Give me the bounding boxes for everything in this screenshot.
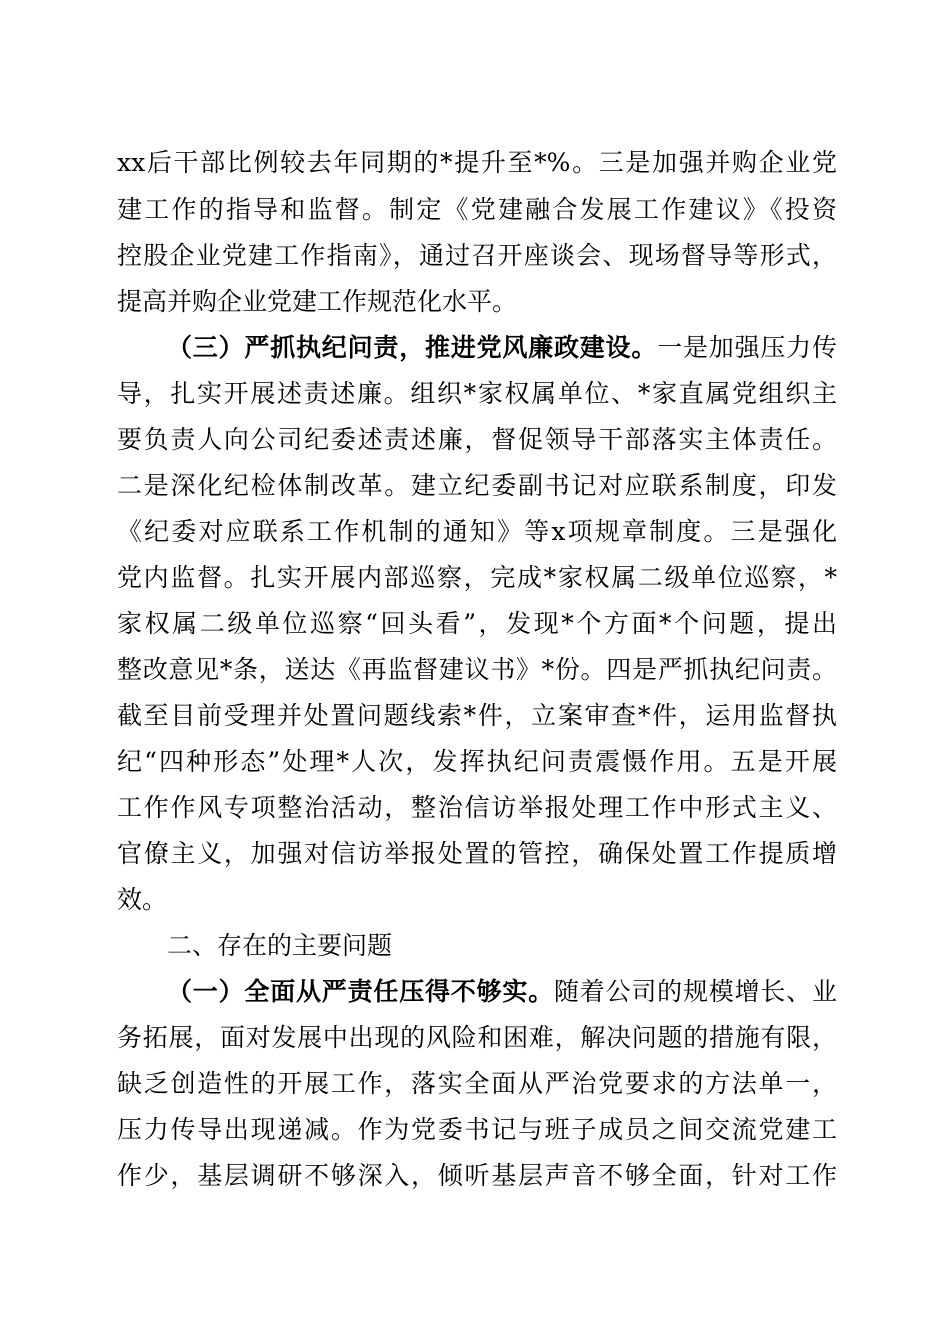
paragraph-1-line-2: 建工作的指导和监督。制定《党建融合发展工作建议》《投资 <box>117 195 837 224</box>
paragraph-3-line-1 <box>167 972 837 1012</box>
paragraph-2-line-1-rest: 一是加强压力传 <box>657 333 837 362</box>
paragraph-1-line-1: xx后干部比例较去年同期的*提升至*%。三是加强并购企业党 <box>117 148 837 177</box>
paragraph-2-line-12: 官僚主义，加强对信访举报处置的管控，确保处置工作提质增 <box>117 839 837 868</box>
paragraph-3-line-4: 压力传导出现递减。作为党委书记与班子成员之间交流党建工 <box>117 1115 837 1144</box>
paragraph-3-lead-bold: （一）全面从严责任压得不够实。 <box>167 977 554 1006</box>
paragraph-1-line-4: 提高并购企业党建工作规范化水平。 <box>117 287 518 316</box>
paragraph-2-line-3: 要负责人向公司纪委述责述廉，督促领导干部落实主体责任。 <box>117 425 837 454</box>
paragraph-2-line-4: 二是深化纪检体制改革。建立纪委副书记对应联系制度，印发 <box>117 471 837 500</box>
paragraph-1-line-3: 控股企业党建工作指南》，通过召开座谈会、现场督导等形式， <box>117 241 837 270</box>
paragraph-2-line-1 <box>167 328 837 368</box>
paragraph-2-line-8: 整改意见*条，送达《再监督建议书》*份。四是严抓执纪问责。 <box>117 655 837 684</box>
paragraph-3-line-3: 缺乏创造性的开展工作，落实全面从严治党要求的方法单一， <box>117 1069 837 1098</box>
paragraph-2-line-2: 导，扎实开展述责述廉。组织*家权属单位、*家直属党组织主 <box>117 379 837 408</box>
paragraph-2-line-5: 《纪委对应联系工作机制的通知》等x项规章制度。三是强化 <box>117 517 837 546</box>
paragraph-3-line-2: 务拓展，面对发展中出现的风险和困难，解决问题的措施有限， <box>117 1023 837 1052</box>
paragraph-2-line-9: 截至目前受理并处置问题线索*件，立案审查*件，运用监督执 <box>117 701 837 730</box>
paragraph-2-line-6: 党内监督。扎实开展内部巡察，完成*家权属二级单位巡察，* <box>117 563 837 592</box>
paragraph-2-line-11: 工作作风专项整治活动，整治信访举报处理工作中形式主义、 <box>117 793 837 822</box>
paragraph-2-lead-bold: （三）严抓执纪问责，推进党风廉政建设。 <box>167 333 658 362</box>
section-heading: 二、存在的主要问题 <box>167 931 393 960</box>
paragraph-3-line-1-rest: 随着公司的规模增长、业 <box>553 977 837 1006</box>
paragraph-3-line-5: 作少，基层调研不够深入，倾听基层声音不够全面，针对工作 <box>117 1161 837 1190</box>
paragraph-2-line-10: 纪“四种形态”处理*人次，发挥执纪问责震慑作用。五是开展 <box>117 747 837 776</box>
paragraph-2-line-13: 效。 <box>117 885 168 914</box>
paragraph-2-line-7: 家权属二级单位巡察“回头看”，发现*个方面*个问题，提出 <box>117 609 837 638</box>
